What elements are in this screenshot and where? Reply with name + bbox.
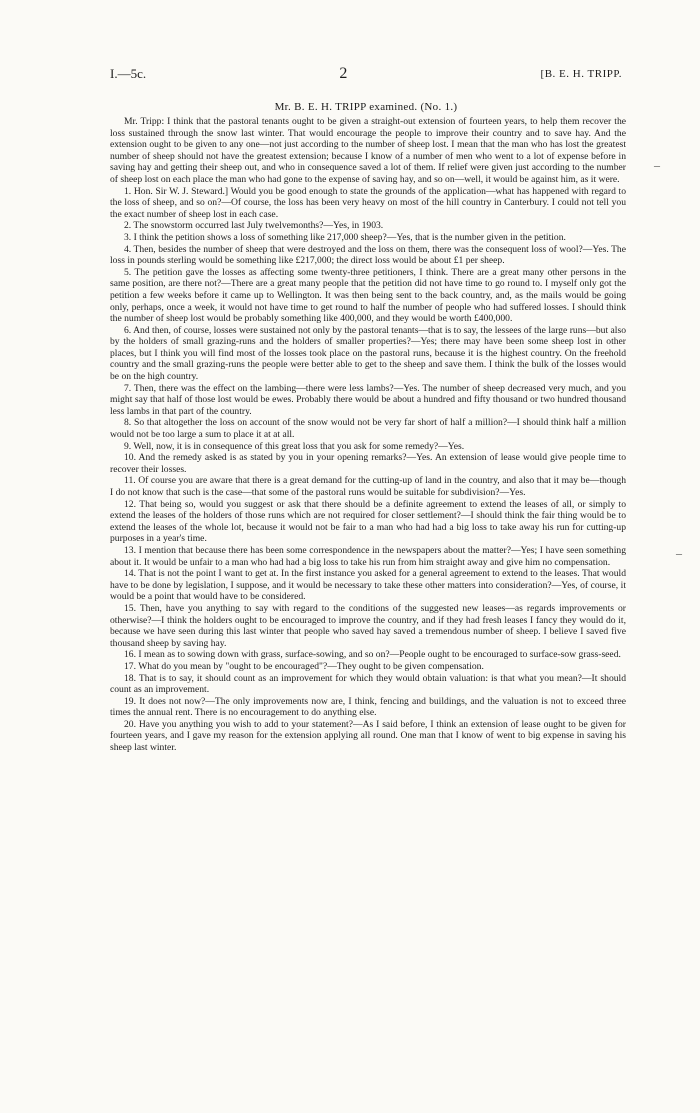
paragraph: 1. Hon. Sir W. J. Steward.] Would you be good enough to state the grounds of the application—what has happened with regard to the loss of sheep, and so on?—Of course, the loss has been very heavy on most of the hill country in Canterbury. I could not tell you the exact number of sheep lost in each case.: [110, 185, 626, 220]
paragraph: 10. And the remedy asked is as stated by you in your opening remarks?—Yes. An extension of lease would give people time to recover their losses.: [110, 452, 626, 475]
paragraph: 15. Then, have you anything to say with regard to the conditions of the suggested new leases—as regards improvements or otherwise?—I think the holders ought to be encouraged to improve the country, and if they had fresh leases I fancy they would do it, because we have seen during this last winter that people who saved hay saved a tremendous number of sheep. I believe I saved five thousand sheep by saving hay.: [110, 602, 626, 649]
paragraph: 5. The petition gave the losses as affecting some twenty-three petitioners, I think. There are a great many other persons in the same position, are there not?—There are a great many people that the petition did not have time to go round to. I myself only got the petition a few weeks before it came up to Wellington. It was then being sent to the back country, and, as the mails would be going only, perhaps, once a week, it would not have time to get round to half the number of people who had suffered losses. I should think the number of sheep lost would be probably something like 400,000, and they would be worth £400,000.: [110, 266, 626, 325]
paragraph: 6. And then, of course, losses were sustained not only by the pastoral tenants—that is to say, the lessees of the large runs—but also by the holders of small grazing-runs and the holders of smaller properties?—Yes; there may have been some sheep lost in other places, but I think you will find most of the losses took place on the pastoral runs, because it is the highest country. On the freehold country and the small grazing-runs the people were better able to get to the sheep and save them. I think the bulk of the losses would be on the high country.: [110, 324, 626, 383]
paragraph: 17. What do you mean by "ought to be encouraged"?—They ought to be given compensation.: [124, 660, 484, 672]
page-header: [110, 66, 622, 82]
paragraph: 2. The snowstorm occurred last July twelvemonths?—Yes, in 1903.: [124, 220, 384, 232]
paragraph: 12. That being so, would you suggest or ask that there should be a definite agreement to extend the leases of all, or simply to extend the leases of the holders of those runs which are not required for closer settlement?—I should think the fair thing would be to extend the leases of the whole lot, because it would not be fair to a man who had had a big loss to take away his run for cutting-up purposes in a year's time.: [110, 498, 626, 545]
margin-mark: –: [676, 546, 682, 560]
paragraph: 11. Of course you are aware that there is a great demand for the cutting-up of land in the country, and also that it may be—though I do not know that such is the case—that some of the pastoral runs would be suitable for subdivision?—Yes.: [110, 475, 626, 498]
paragraph: 8. So that altogether the loss on account of the snow would not be very far short of half a million?—I should think half a million would not be too large a sum to place it at at all.: [110, 417, 626, 441]
paragraph: 13. I mention that because there has been some correspondence in the newspapers about the matter?—Yes; I have seen something about it. It would be unfair to a man who had had a big loss to take his run from him straight away and give him no compensation.: [110, 544, 626, 568]
examination-title: Mr. B. E. H. TRIPP examined. (No. 1.): [274, 101, 458, 113]
paper-reference: I.—5c.: [110, 66, 147, 81]
paragraph: 14. That is not the point I want to get at. In the first instance you asked for a general agreement to extend to the leases. That would have to be done by legislation, I suppose, and it would be necessary to take these other matters into consideration?—Yes, of course, it would be a point that would have to be considered.: [110, 568, 626, 603]
paragraph: 9. Well, now, it is in consequence of this great loss that you ask for some remedy?—Yes.: [124, 440, 465, 452]
paragraph: 3. I think the petition shows a loss of something like 217,000 sheep?—Yes, that is the number given in the petition.: [124, 231, 566, 243]
witness-reference: [B. E. H. TRIPP.: [540, 68, 622, 80]
paragraph: Mr. Tripp: I think that the pastoral tenants ought to be given a straight-out extension of fourteen years, to help them recover the loss sustained through the snow last winter. That would encourage the people to improve their country and to save hay. And the extension ought to be given to any one—not just according to the number of sheep lost. I mean that the man who has lost the greatest number of sheep should not have the greatest extension; because I know of a number of men who went to a lot of expense before in saving hay and getting their sheep out, and who in consequence saved a lot of them. If relief were given just according to the number of sheep lost on each place the man who had gone to the expense of saving hay, and so on—well, it would be against him, as it were.: [110, 116, 626, 185]
margin-mark: –: [654, 158, 660, 172]
paragraph: 20. Have you anything you wish to add to your statement?—As I said before, I think an extension of lease ought to be given for fourteen years, and I gave my reason for the extension applying all round. One man that I know of went to big expense in saving his sheep last winter.: [110, 718, 626, 754]
paragraph: 18. That is to say, it should count as an improvement for which they would obtain valuation: is that what you mean?—It should count as an improvement.: [110, 672, 626, 696]
paragraph: 16. I mean as to sowing down with grass, surface-sowing, and so on?—People ought to be encouraged to surface-sow grass-seed.: [124, 649, 621, 661]
testimony-body: [110, 116, 626, 754]
paragraph: 19. It does not now?—The only improvements now are, I think, fencing and buildings, and the valuation is not to exceed three times the annual rent. There is no encouragement to do anything else.: [110, 695, 626, 719]
page-number: 2: [339, 65, 348, 82]
paragraph: 7. Then, there was the effect on the lambing—there were less lambs?—Yes. The number of sheep decreased very much, and you might say that half of those lost would be ewes. Probably there would be about a hundred and fifty thousand or two hundred thousand less lambs in that part of the country.: [110, 382, 626, 417]
paragraph: 4. Then, besides the number of sheep that were destroyed and the loss on them, there was the consequent loss of wool?—Yes. The loss in pounds sterling would be something like £217,000; the direct loss would be about £1 per sheep.: [110, 243, 626, 267]
